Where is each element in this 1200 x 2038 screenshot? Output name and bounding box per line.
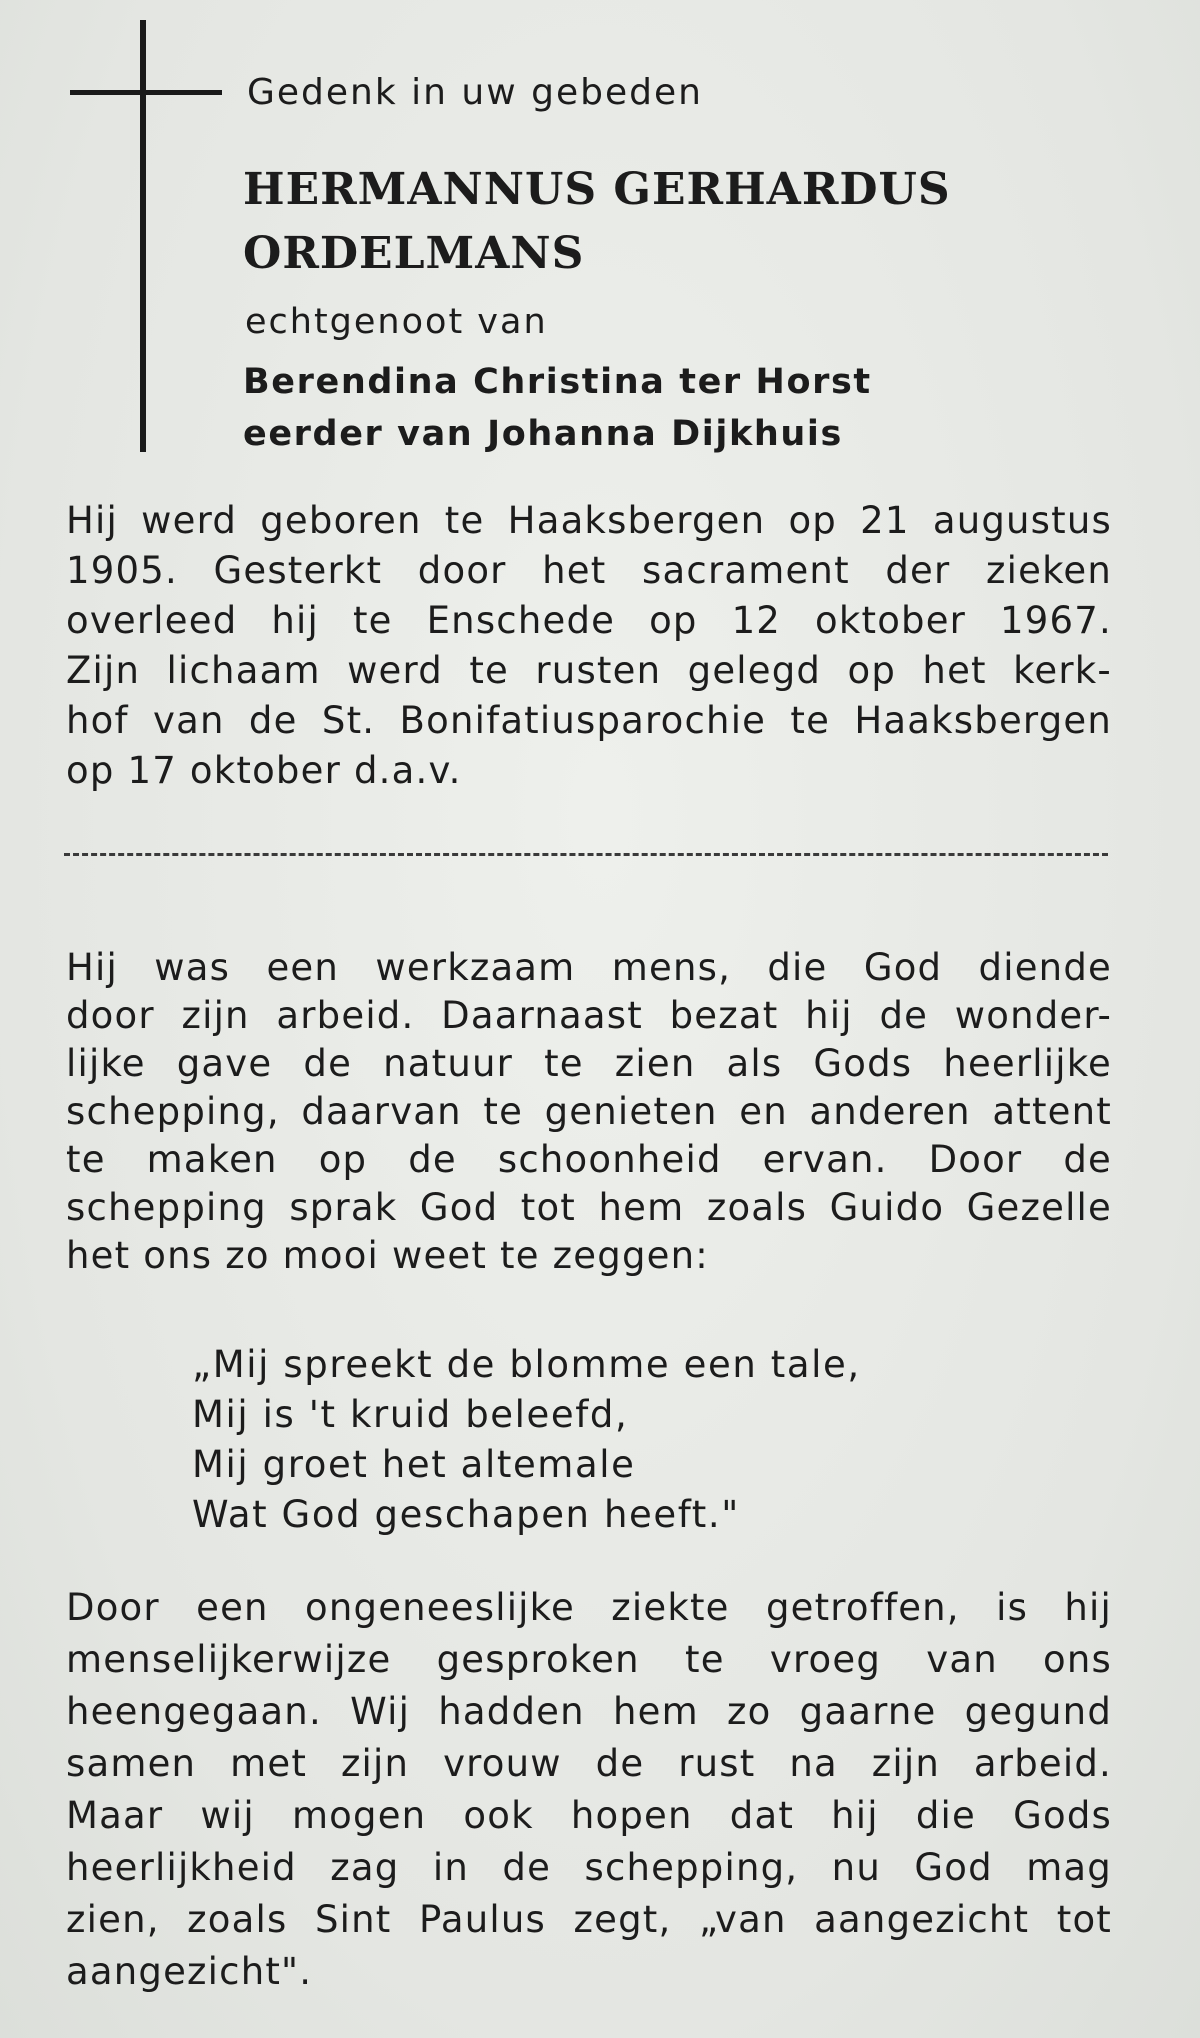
closing-line: Door een ongeneeslijke ziekte getroffen, is hij <box>66 1586 1112 1629</box>
closing-line: aangezicht". <box>66 1950 313 1993</box>
former-spouse-name: eerder van Johanna Dijkhuis <box>243 414 843 454</box>
cross-icon-bar <box>70 90 222 95</box>
closing-line: heerlijkheid zag in de schepping, nu God mag <box>66 1846 1112 1889</box>
biography-line: Zijn lichaam werd te rusten gelegd op het kerk- <box>66 649 1112 692</box>
divider <box>64 853 1108 856</box>
spouse-name: Berendina Christina ter Horst <box>243 362 872 402</box>
closing-paragraph <box>66 1582 1112 1998</box>
poem-line: Mij is 't kruid beleefd, <box>192 1393 629 1436</box>
tribute-paragraph <box>66 944 1112 1280</box>
closing-line: heengegaan. Wij hadden hem zo gaarne gegund <box>66 1690 1112 1733</box>
biography-line: Hij werd geboren te Haaksbergen op 21 augustus <box>66 499 1112 542</box>
tribute-line: Hij was een werkzaam mens, die God diende <box>66 946 1112 989</box>
poem-line: Mij groet het altemale <box>192 1443 636 1486</box>
closing-line: samen met zijn vrouw de rust na zijn arbeid. <box>66 1742 1112 1785</box>
intro-text: Gedenk in uw gebeden <box>247 72 703 113</box>
biography-line: 1905. Gesterkt door het sacrament der zieken <box>66 549 1112 592</box>
tribute-line: het ons zo mooi weet te zeggen: <box>66 1234 709 1277</box>
tribute-line: schepping, daarvan te genieten en anderen attent <box>66 1090 1112 1133</box>
tribute-line: door zijn arbeid. Daarnaast bezat hij de wonder- <box>66 994 1112 1037</box>
biography-line: op 17 oktober d.a.v. <box>66 749 462 792</box>
biography-line: hof van de St. Bonifatiusparochie te Haaksbergen <box>66 699 1112 742</box>
biography-paragraph <box>66 496 1112 796</box>
tribute-line: schepping sprak God tot hem zoals Guido Gezelle <box>66 1186 1112 1229</box>
poem-quote <box>192 1340 861 1540</box>
cross-icon <box>140 20 146 452</box>
deceased-name-line1: HERMANNUS GERHARDUS <box>243 164 951 215</box>
biography-line: overleed hij te Enschede op 12 oktober 1967. <box>66 599 1112 642</box>
tribute-line: te maken op de schoonheid ervan. Door de <box>66 1138 1112 1181</box>
closing-line: zien, zoals Sint Paulus zegt, „van aangezicht tot <box>66 1898 1112 1941</box>
poem-line: Wat God geschapen heeft." <box>192 1493 740 1536</box>
spouse-intro: echtgenoot van <box>245 302 548 342</box>
tribute-line: lijke gave de natuur te zien als Gods heerlijke <box>66 1042 1112 1085</box>
closing-line: menselijkerwijze gesproken te vroeg van ons <box>66 1638 1112 1681</box>
closing-line: Maar wij mogen ook hopen dat hij die Gods <box>66 1794 1112 1837</box>
poem-line: „Mij spreekt de blomme een tale, <box>192 1343 861 1386</box>
deceased-name-line2: ORDELMANS <box>243 228 585 279</box>
